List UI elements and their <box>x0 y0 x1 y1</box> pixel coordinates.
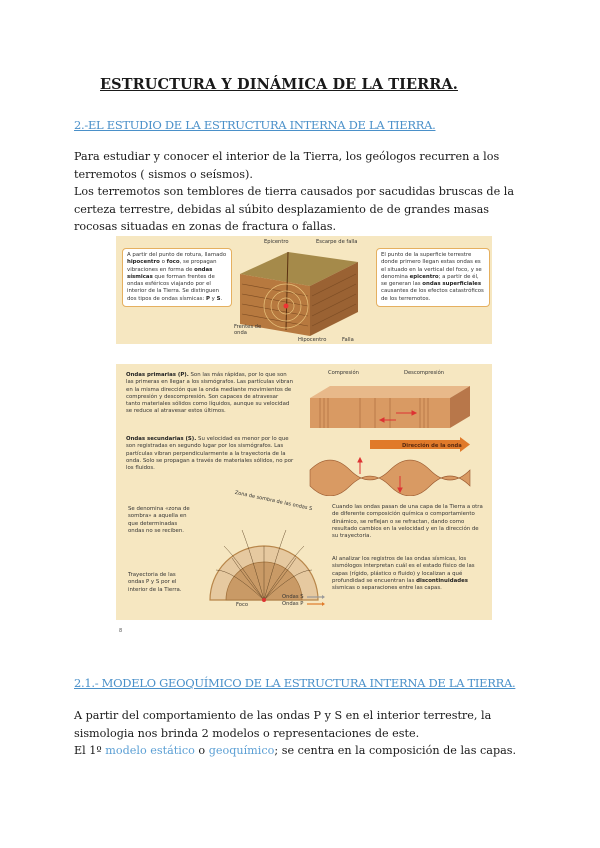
label-hipocentro: Hipocentro <box>298 337 327 343</box>
paragraph-terremotos-def: Los terremotos son temblores de tierra causados por sacudidas bruscas de la certeza terrestre, debidas al súbito desplazamiento de de grandes masas rocosas situadas en zonas de fractura o fallas. <box>74 185 514 233</box>
reflexion-refraccion-text: Cuando las ondas pasan de una capa de la Tierra a otra de diferente composición química o comportamiento dinámico, se reflejan o se refractan, dando como resultado cambios en la velocidad y en la dirección de su trayectoria. <box>332 504 483 540</box>
label-ondas-s: Ondas S <box>282 594 304 600</box>
paragraph-modelos: A partir del comportamiento de las ondas P y S en el interior terrestre, la sismologia nos brinda 2 modelos o representaciones de este. <box>74 709 492 740</box>
wave-blocks-illustration <box>300 378 480 496</box>
link-geoquimico: geoquímico <box>208 744 275 757</box>
link-modelo-estatico: modelo estático <box>105 744 195 757</box>
earthquake-figure <box>116 236 492 344</box>
discontinuidades-text: Al analizar los registros de las ondas sísmicas, los sismólogos interpretan cuál es el estado físico de las capas (rígido, plástico o fluido) y localizan a qué profundidad se encuentran las discontinuidades sísmicas o separaciones entre las capas. <box>332 556 475 592</box>
label-zona-sombra: Zona de sombra de las ondas S <box>234 489 313 513</box>
label-falla: Falla <box>342 337 354 343</box>
label-frentes-onda: Frentes de onda <box>234 324 262 336</box>
legend-arrows <box>306 594 326 608</box>
section-heading-2: 2.-EL ESTUDIO DE LA ESTRUCTURA INTERNA DE LA TIERRA. <box>74 118 436 132</box>
trayectoria-text: Trayectoria de las ondas P y S por el interior de la Tierra. <box>128 572 182 593</box>
epicentro-info-box: El punto de la superficie terrestre donde primero llegan estas ondas es el situado en la vertical del foco, y se denomina epicentro; a partir de él, se generan las ondas superficiales causantes de los efectos catastróficos de los terremotos. <box>376 248 490 307</box>
hipocentro-info-box: A partir del punto de rotura, llamado hipocentro o foco, se propagan vibraciones en forma de ondas sísmicas que forman frentes de ondas esféricos viajando por el interior de la Tierra. Se distinguen dos tipos de ondas sísmicas: P y S. <box>122 248 232 307</box>
label-foco: Foco <box>236 602 248 608</box>
label-descompresion: Descompresión <box>404 370 445 376</box>
label-escarpe: Escarpe de falla <box>316 239 358 245</box>
label-epicentro: Epicentro <box>264 239 289 245</box>
zona-sombra-text: Se denomina «zona de sombra» a aquella en que determinadas ondas no se reciben. <box>128 506 190 534</box>
section-heading-2-1: 2.1.- MODELO GEOQUÍMICO DE LA ESTRUCTURA INTERNA DE LA TIERRA. <box>74 676 516 690</box>
label-ondas-p: Ondas P <box>282 601 304 607</box>
earth-shadow-zone-illustration <box>202 500 326 608</box>
label-direccion-onda: Dirección de la onda <box>402 443 462 449</box>
figure-page-number: 8 <box>119 628 123 634</box>
ondas-primarias-text: Ondas primarias (P). Son las más rápidas, por lo que son las primeras en llegar a los sismógrafos. Las partículas vibran en la misma dirección que la onda mediante movimientos de compresión y descompresión. Son capaces de atravesar tanto materiales sólidos como líquidos, aunque su velocidad se reduce al atravesar estos últimos. <box>126 372 293 415</box>
paragraph-modelo-estatico: El 1º modelo estático o geoquímico; se centra en la composición de las capas. <box>74 744 517 757</box>
seismic-waves-figure <box>116 364 492 620</box>
paragraph-terremotos-intro: Para estudiar y conocer el interior de la Tierra, los geólogos recurren a los terremotos ( sismos o seísmos). <box>74 150 500 181</box>
ondas-secundarias-text: Ondas secundarias (S). Su velocidad es menor por lo que son registradas en segundo lugar por los sismógrafos. Las partículas vibran perpendicularmente a la trayectoria de la onda. Solo se propagan a través de materiales sólidos, no por los fluidos. <box>126 436 294 472</box>
label-compresion: Compresión <box>328 370 359 376</box>
page-title: ESTRUCTURA Y DINÁMICA DE LA TIERRA. <box>100 76 458 93</box>
